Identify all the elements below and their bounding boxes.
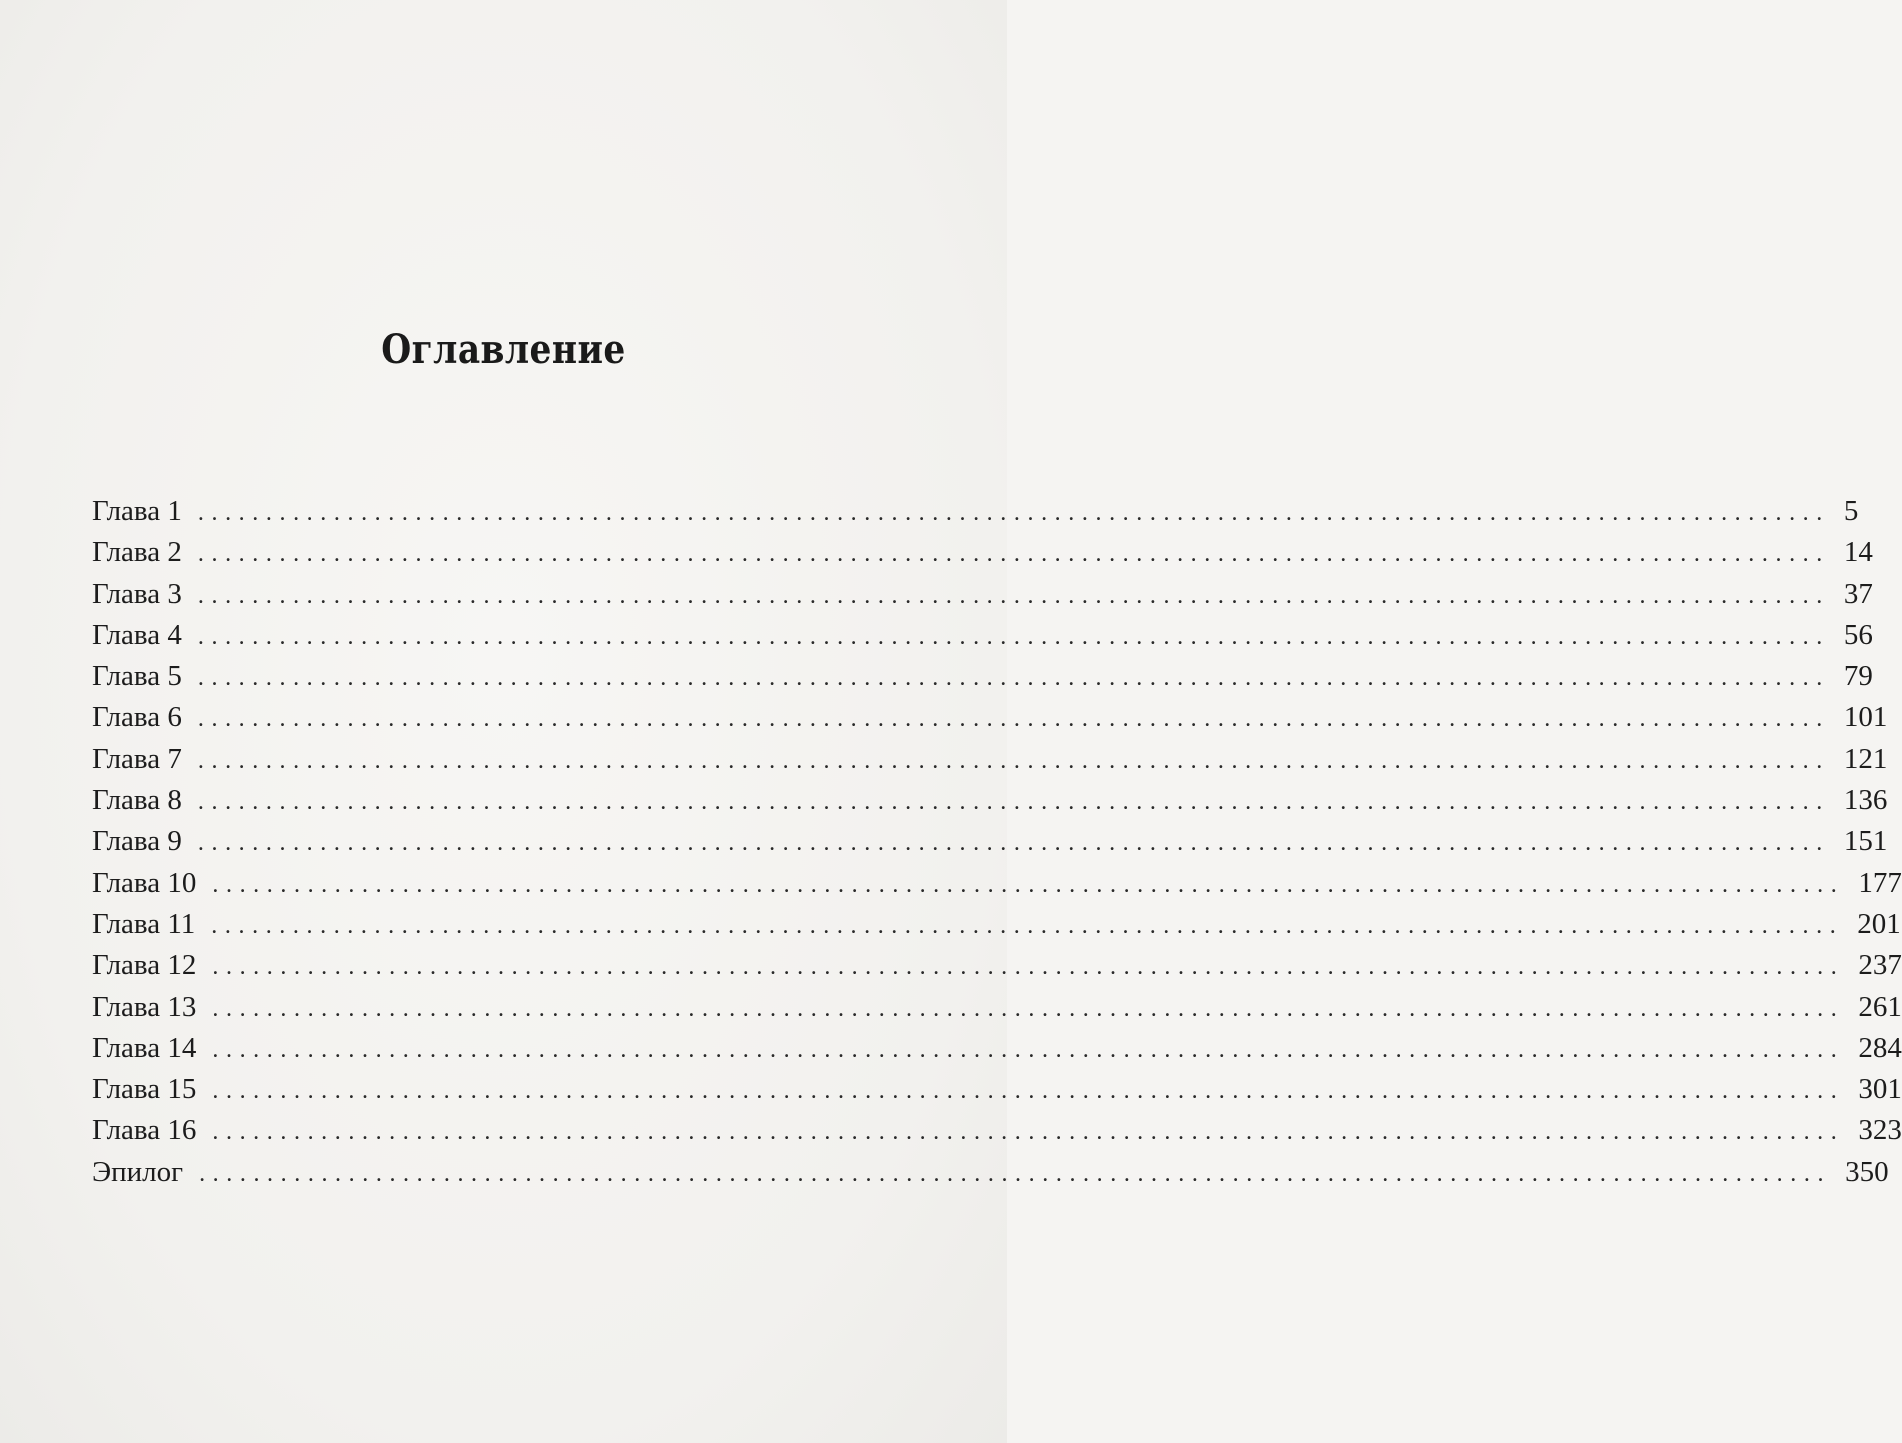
dot-leader: ........................................................................................................................ (211, 912, 1844, 939)
dot-leader: ........................................................................................................................ (212, 954, 1845, 981)
toc-entry (92, 697, 1888, 738)
toc-entry (92, 945, 1902, 986)
dot-leader: ........................................................................................................................ (197, 582, 1830, 609)
dot-leader: ........................................................................................................................ (197, 789, 1830, 816)
dot-leader: ........................................................................................................................ (197, 541, 1830, 568)
dot-leader: ........................................................................................................................ (199, 1160, 1832, 1187)
dot-leader: ........................................................................................................................ (212, 1119, 1845, 1146)
toc-entry (92, 1152, 1889, 1193)
dot-leader: ........................................................................................................................ (197, 500, 1830, 526)
dot-leader: ........................................................................................................................ (212, 1036, 1845, 1063)
toc-entry-label: Глава 16 (92, 1114, 197, 1147)
toc-entry-page: 5 (1843, 495, 1859, 527)
dot-leader: ........................................................................................................................ (212, 995, 1845, 1022)
toc-entry-label: Глава 8 (92, 784, 182, 817)
toc-entry (92, 1069, 1902, 1110)
toc-entry-label: Глава 11 (92, 907, 196, 940)
dot-leader: ........................................................................................................................ (197, 665, 1830, 692)
dot-leader: ........................................................................................................................ (197, 830, 1830, 857)
toc-entry-label: Глава 14 (92, 1031, 197, 1064)
toc-entry (92, 904, 1901, 945)
toc-entry (92, 1110, 1902, 1151)
toc-entry (92, 1028, 1902, 1069)
toc-entry (92, 739, 1888, 780)
toc-entry-label: Эпилог (92, 1155, 184, 1188)
toc-title: Оглавление (381, 326, 626, 373)
toc-entry-page: 301 (1858, 1073, 1902, 1106)
toc-entry-page: 350 (1845, 1155, 1889, 1188)
dot-leader: ........................................................................................................................ (212, 1078, 1845, 1105)
toc-entry-page: 323 (1858, 1114, 1902, 1147)
dot-leader: ........................................................................................................................ (197, 623, 1830, 650)
toc-entry-page: 261 (1858, 990, 1902, 1023)
toc-entry-page: 151 (1843, 825, 1888, 858)
toc-entry-page: 37 (1843, 577, 1873, 610)
toc-entry-label: Глава 2 (92, 536, 182, 569)
toc-entry-label: Глава 15 (92, 1073, 197, 1106)
toc-entry (92, 615, 1873, 656)
toc-entry-label: Глава 9 (92, 825, 182, 858)
toc-entry-label: Глава 3 (92, 577, 182, 610)
toc-entry (92, 987, 1902, 1028)
toc-entry-label: Глава 13 (92, 990, 197, 1023)
toc-entry-label: Глава 1 (92, 495, 182, 527)
dot-leader: ........................................................................................................................ (212, 871, 1845, 898)
dot-leader: ........................................................................................................................ (197, 747, 1830, 774)
toc-entry-label: Глава 10 (92, 866, 197, 899)
toc-entry-label: Глава 4 (92, 618, 182, 651)
toc-entry-page: 136 (1843, 784, 1888, 817)
toc-entry-label: Глава 7 (92, 742, 182, 775)
toc-entry (92, 821, 1888, 862)
toc-entry-label: Глава 5 (92, 660, 182, 693)
toc-entry-page: 237 (1858, 949, 1902, 982)
toc-entry (92, 491, 1859, 532)
toc-entry (92, 780, 1888, 821)
toc-entry-page: 14 (1843, 536, 1873, 569)
toc-entry-page: 177 (1858, 866, 1902, 899)
toc-entry (92, 574, 1873, 615)
toc-entry-page: 201 (1857, 907, 1901, 940)
toc-entry-page: 79 (1843, 660, 1873, 693)
toc-entry-page: 121 (1843, 742, 1888, 775)
toc-entry-label: Глава 12 (92, 949, 197, 982)
toc-entry (92, 656, 1873, 697)
toc-entry (92, 863, 1902, 904)
toc-entry-label: Глава 6 (92, 701, 182, 734)
toc-entry (92, 532, 1873, 573)
toc-list (92, 491, 1902, 1193)
toc-entry-page: 101 (1843, 701, 1888, 734)
dot-leader: ........................................................................................................................ (197, 706, 1830, 733)
toc-entry-page: 284 (1858, 1031, 1902, 1064)
toc-entry-page: 56 (1843, 618, 1873, 651)
